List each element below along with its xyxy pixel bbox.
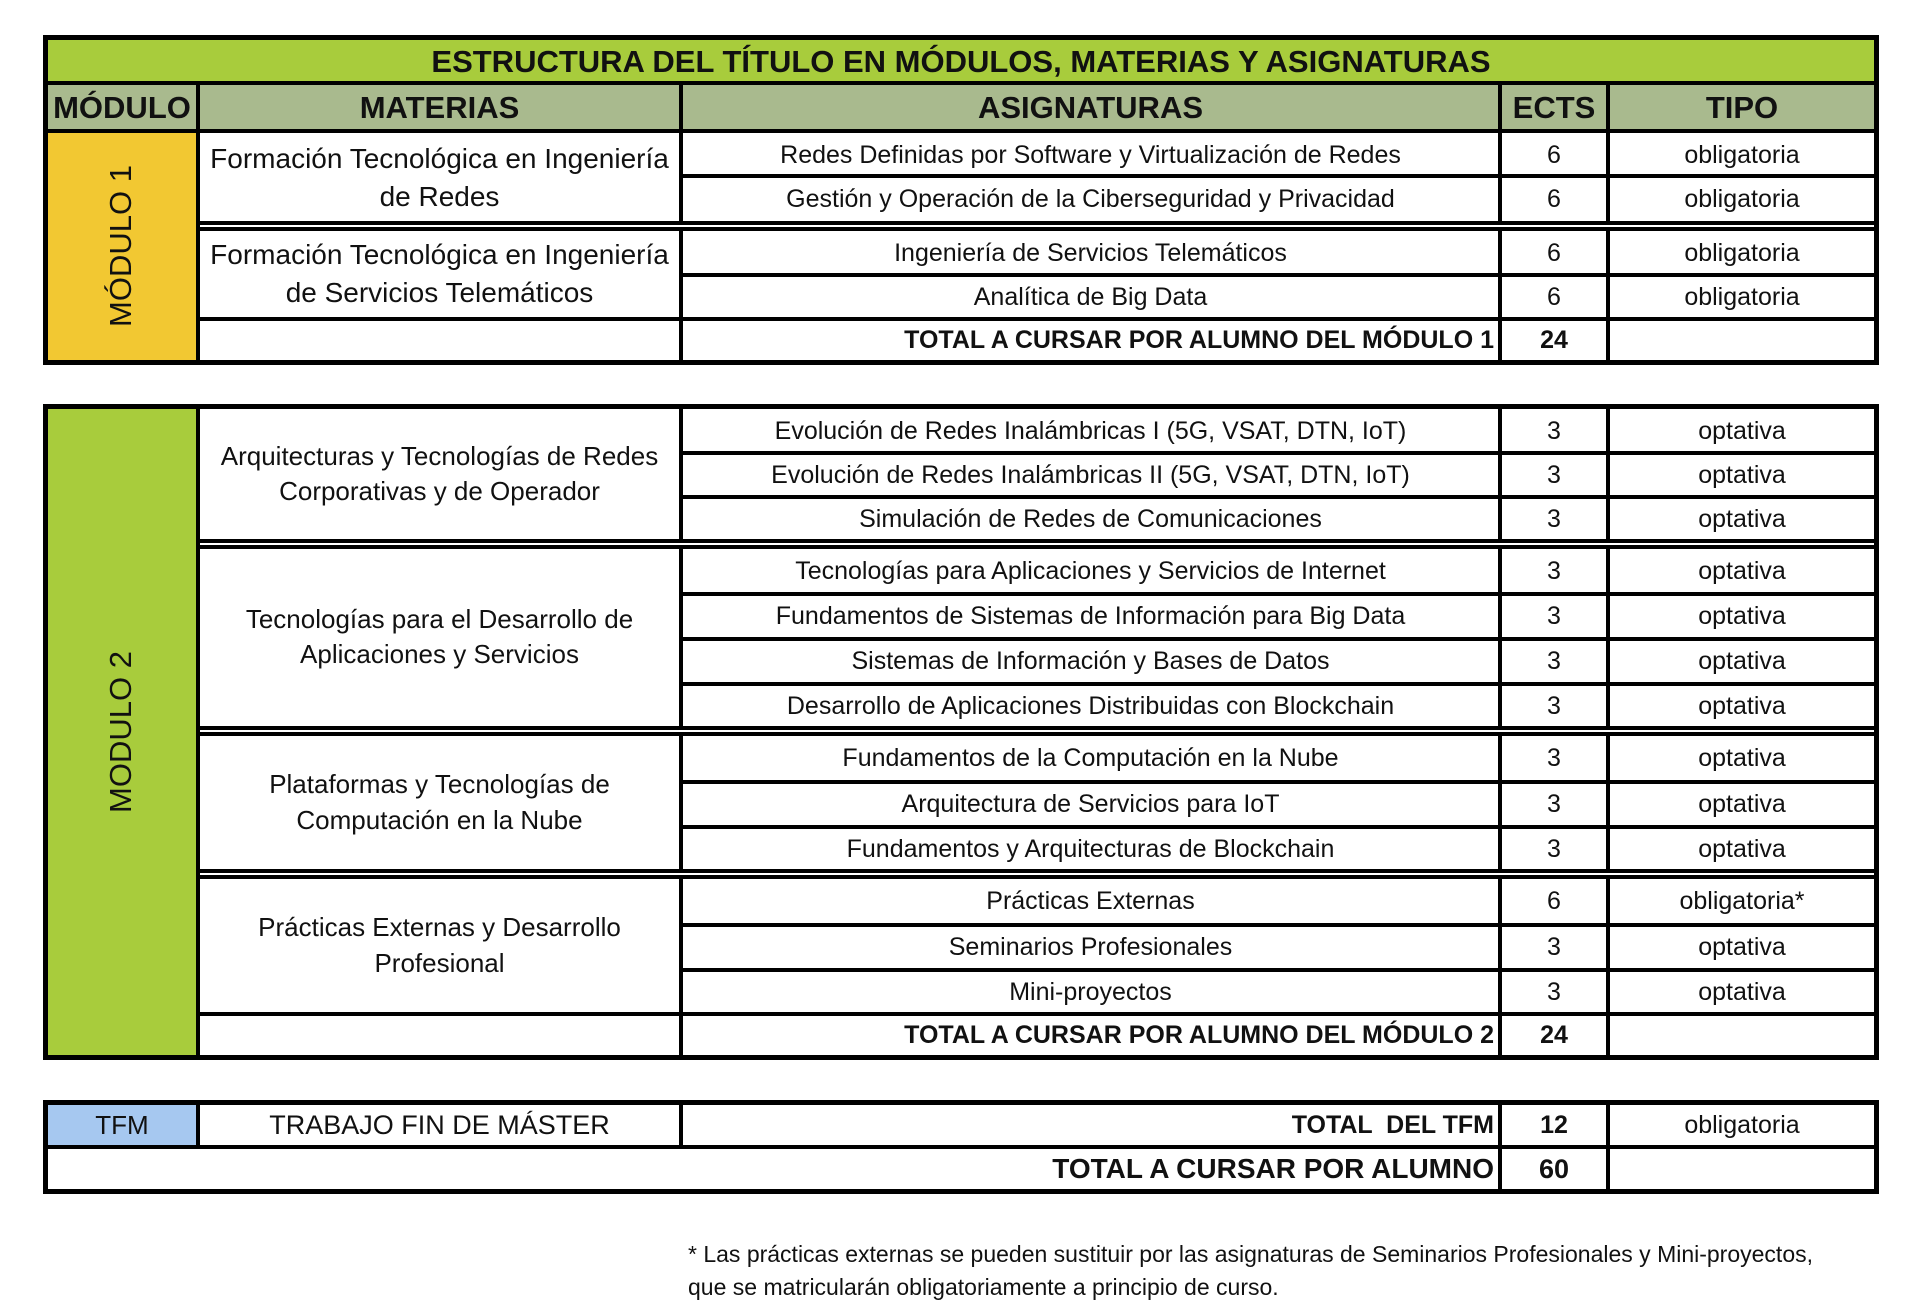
tfm-tipo: obligatoria	[1684, 1110, 1800, 1139]
tipo-cell: obligatoria*	[1679, 886, 1805, 915]
module2-total-label: TOTAL A CURSAR POR ALUMNO DEL MÓDULO 2	[904, 1021, 1494, 1049]
materia-m2-1: Arquitecturas y Tecnologías de Redes Corporativas y de Operador	[220, 440, 659, 506]
ects-cell: 3	[1547, 416, 1561, 445]
materia-m1-2: Formación Tecnológica en Ingeniería de Servicios Telemáticos	[210, 239, 669, 308]
table-title: ESTRUCTURA DEL TÍTULO EN MÓDULOS, MATERIAS Y ASIGNATURAS	[48, 40, 1874, 83]
header-materias: MATERIAS	[200, 85, 679, 130]
module2-label: MODULO 2	[103, 651, 138, 813]
asignatura-cell: Arquitectura de Servicios para IoT	[901, 789, 1280, 818]
ects-cell: 6	[1547, 184, 1561, 213]
ects-cell: 6	[1547, 140, 1561, 169]
ects-cell: 6	[1547, 282, 1561, 311]
asignatura-cell: Mini-proyectos	[1009, 977, 1172, 1006]
grand-total-ects: 60	[1538, 1153, 1570, 1184]
tipo-cell: optativa	[1698, 977, 1786, 1006]
tipo-cell: optativa	[1698, 691, 1786, 720]
module1-total-ects: 24	[1540, 326, 1568, 354]
asignatura-cell: Fundamentos de la Computación en la Nube	[842, 743, 1339, 772]
asignatura-cell: Fundamentos de Sistemas de Información para Big Data	[775, 601, 1406, 630]
asignatura-cell: Gestión y Operación de la Ciberseguridad y Privacidad	[786, 184, 1395, 213]
tipo-cell: optativa	[1698, 932, 1786, 961]
tfm-materia: TRABAJO FIN DE MÁSTER	[269, 1109, 610, 1140]
materia-m1-1: Formación Tecnológica en Ingeniería de Redes	[210, 143, 669, 212]
asignatura-cell: Tecnologías para Aplicaciones y Servicios de Internet	[795, 556, 1386, 585]
asignatura-cell: Desarrollo de Aplicaciones Distribuidas con Blockchain	[786, 691, 1395, 720]
tipo-cell: optativa	[1698, 601, 1786, 630]
tfm-ects: 12	[1540, 1110, 1568, 1139]
grand-total-label: TOTAL A CURSAR POR ALUMNO	[1052, 1153, 1494, 1184]
asignatura-cell: Prácticas Externas	[986, 886, 1195, 915]
tfm-total-label: TOTAL DEL TFM	[1291, 1110, 1494, 1139]
tipo-cell: obligatoria	[1684, 140, 1800, 169]
ects-cell: 3	[1547, 977, 1561, 1006]
asignatura-cell: Simulación de Redes de Comunicaciones	[859, 504, 1322, 533]
ects-cell: 3	[1547, 646, 1561, 675]
tipo-cell: optativa	[1698, 789, 1786, 818]
ects-cell: 3	[1547, 743, 1561, 772]
ects-cell: 3	[1547, 601, 1561, 630]
tipo-cell: optativa	[1698, 460, 1786, 489]
ects-cell: 6	[1547, 238, 1561, 267]
materia-m2-3: Plataformas y Tecnologías de Computación en la Nube	[269, 769, 610, 835]
tipo-cell: obligatoria	[1684, 184, 1800, 213]
asignatura-cell: Seminarios Profesionales	[948, 932, 1233, 961]
footnote: * Las prácticas externas se pueden sustituir por las asignaturas de Seminarios Profesionales y Mini-proyectos, que se matricularán obligatoriamente a principio de curso.	[688, 1241, 1814, 1301]
header-asignaturas: ASIGNATURAS	[683, 85, 1498, 130]
asignatura-cell: Ingeniería de Servicios Telemáticos	[894, 238, 1287, 267]
ects-cell: 3	[1547, 504, 1561, 533]
tipo-cell: obligatoria	[1684, 282, 1800, 311]
tfm-label: TFM	[48, 1105, 196, 1145]
ects-cell: 6	[1547, 886, 1561, 915]
module1-label: MÓDULO 1	[103, 165, 138, 327]
ects-cell: 3	[1547, 834, 1561, 863]
tipo-cell: optativa	[1698, 646, 1786, 675]
tipo-cell: optativa	[1698, 834, 1786, 863]
module2-total-ects: 24	[1540, 1021, 1568, 1049]
module1-total-label: TOTAL A CURSAR POR ALUMNO DEL MÓDULO 1	[904, 326, 1494, 354]
materia-m2-2: Tecnologías para el Desarrollo de Aplicaciones y Servicios	[245, 603, 634, 669]
tipo-cell: optativa	[1698, 416, 1786, 445]
ects-cell: 3	[1547, 932, 1561, 961]
asignatura-cell: Evolución de Redes Inalámbricas I (5G, VSAT, DTN, IoT)	[774, 416, 1407, 445]
tipo-cell: obligatoria	[1684, 238, 1800, 267]
asignatura-cell: Redes Definidas por Software y Virtualización de Redes	[780, 140, 1401, 169]
ects-cell: 3	[1547, 556, 1561, 585]
asignatura-cell: Sistemas de Información y Bases de Datos	[851, 646, 1330, 675]
ects-cell: 3	[1547, 691, 1561, 720]
header-ects: ECTS	[1502, 85, 1606, 130]
asignatura-cell: Analítica de Big Data	[973, 282, 1208, 311]
header-modulo: MÓDULO	[48, 85, 196, 130]
tipo-cell: optativa	[1698, 504, 1786, 533]
ects-cell: 3	[1547, 460, 1561, 489]
tipo-cell: optativa	[1698, 556, 1786, 585]
ects-cell: 3	[1547, 789, 1561, 818]
asignatura-cell: Evolución de Redes Inalámbricas II (5G, VSAT, DTN, IoT)	[771, 460, 1410, 489]
asignatura-cell: Fundamentos y Arquitecturas de Blockchain	[846, 834, 1335, 863]
header-tipo: TIPO	[1610, 85, 1874, 130]
materia-m2-4: Prácticas Externas y Desarrollo Profesional	[258, 912, 621, 978]
tipo-cell: optativa	[1698, 743, 1786, 772]
